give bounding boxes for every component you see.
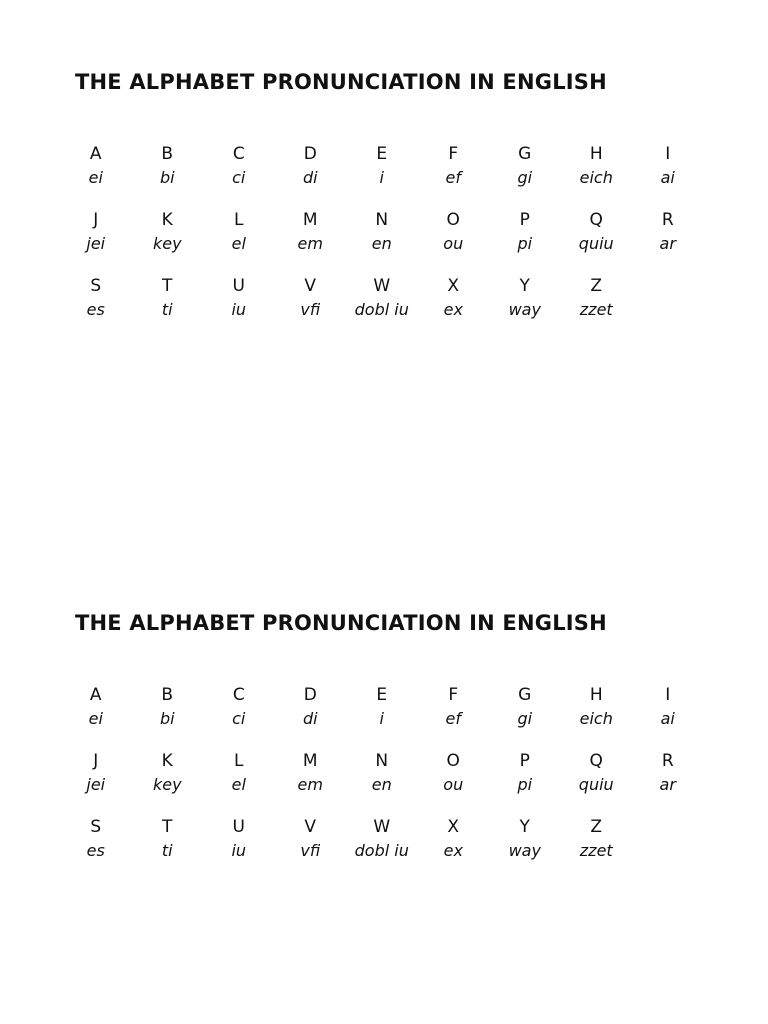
- letter: L: [234, 751, 244, 771]
- letter-cell: [632, 749, 704, 815]
- letter-cell: [132, 749, 204, 815]
- letter: A: [89, 685, 102, 705]
- letter: M: [302, 210, 318, 230]
- letter-cell: [132, 208, 204, 274]
- letter: P: [519, 751, 530, 771]
- pronunciation: ti: [161, 300, 173, 319]
- letter: Q: [589, 210, 603, 230]
- pronunciation: zzet: [579, 841, 613, 860]
- letter-cell: [632, 208, 704, 274]
- alphabet-row: [60, 683, 744, 749]
- letter: G: [518, 685, 532, 705]
- pronunciation: em: [297, 234, 323, 253]
- pronunciation: ef: [445, 168, 461, 187]
- pronunciation: iu: [231, 300, 247, 319]
- letter-cell: [418, 208, 490, 274]
- letter: R: [661, 751, 674, 771]
- pronunciation: jei: [86, 775, 106, 794]
- letter-cell: [632, 142, 704, 208]
- pronunciation: pi: [517, 234, 533, 253]
- letter-cell: [561, 683, 633, 749]
- letter-cell: [418, 683, 490, 749]
- letter: S: [90, 817, 102, 837]
- letter: T: [162, 276, 173, 296]
- pronunciation: di: [302, 709, 318, 728]
- letter-cell: [132, 683, 204, 749]
- letter-cell: [275, 749, 347, 815]
- pronunciation: i: [379, 709, 384, 728]
- letter: E: [376, 685, 388, 705]
- letter-cell: [203, 208, 275, 274]
- letter: O: [446, 210, 460, 230]
- pronunciation: vfi: [300, 300, 321, 319]
- pronunciation: ou: [443, 775, 464, 794]
- letter: Q: [589, 751, 603, 771]
- letter: H: [589, 685, 603, 705]
- pronunciation: ci: [232, 168, 246, 187]
- letter: B: [161, 144, 174, 164]
- letter-cell: [489, 683, 561, 749]
- letter: B: [161, 685, 174, 705]
- letter: F: [448, 685, 459, 705]
- letter: Y: [519, 817, 530, 837]
- pronunciation: way: [508, 841, 541, 860]
- pronunciation: key: [152, 234, 182, 253]
- letter: Z: [590, 276, 603, 296]
- alphabet-grid: [60, 683, 744, 881]
- letter-cell: [346, 208, 418, 274]
- letter-cell: [203, 815, 275, 881]
- letter: G: [518, 144, 532, 164]
- pronunciation: ci: [232, 709, 246, 728]
- letter-cell: [60, 208, 132, 274]
- letter: J: [93, 751, 99, 771]
- pronunciation: quiu: [578, 234, 614, 253]
- alphabet-grid: [60, 142, 744, 340]
- section-title: THE ALPHABET PRONUNCIATION IN ENGLISH: [75, 70, 607, 94]
- letter-cell: [275, 208, 347, 274]
- letter-cell: [418, 815, 490, 881]
- letter-cell: [275, 683, 347, 749]
- pronunciation: eich: [579, 709, 613, 728]
- letter: U: [232, 276, 245, 296]
- letter-cell: [418, 749, 490, 815]
- section-title: THE ALPHABET PRONUNCIATION IN ENGLISH: [75, 611, 607, 635]
- pronunciation: ef: [445, 709, 461, 728]
- pronunciation: el: [231, 234, 246, 253]
- letter-cell: [275, 142, 347, 208]
- pronunciation: es: [86, 300, 105, 319]
- pronunciation: gi: [517, 168, 533, 187]
- letter-cell: [561, 815, 633, 881]
- pronunciation: jei: [86, 234, 106, 253]
- letter: X: [447, 817, 460, 837]
- letter-cell: [60, 815, 132, 881]
- letter: A: [89, 144, 102, 164]
- pronunciation: dobl iu: [354, 300, 409, 319]
- letter-cell: [60, 142, 132, 208]
- pronunciation: di: [302, 168, 318, 187]
- letter: H: [589, 144, 603, 164]
- letter: N: [375, 751, 389, 771]
- letter-cell: [60, 683, 132, 749]
- letter-cell: [132, 274, 204, 340]
- alphabet-row: [60, 815, 744, 881]
- letter-cell: [346, 683, 418, 749]
- pronunciation: em: [297, 775, 323, 794]
- letter: F: [448, 144, 459, 164]
- letter: R: [661, 210, 674, 230]
- pronunciation: en: [371, 234, 392, 253]
- pronunciation: key: [152, 775, 182, 794]
- letter: L: [234, 210, 244, 230]
- letter: W: [373, 817, 391, 837]
- letter: I: [665, 144, 671, 164]
- pronunciation: en: [371, 775, 392, 794]
- letter: Y: [519, 276, 530, 296]
- letter-cell: [203, 749, 275, 815]
- letter-cell: [132, 815, 204, 881]
- letter: N: [375, 210, 389, 230]
- letter-cell: [346, 815, 418, 881]
- pronunciation: ei: [88, 168, 103, 187]
- letter: U: [232, 817, 245, 837]
- letter-cell: [132, 142, 204, 208]
- letter-cell: [489, 815, 561, 881]
- letter: T: [162, 817, 173, 837]
- letter-cell: [203, 683, 275, 749]
- pronunciation: ai: [660, 709, 675, 728]
- letter: M: [302, 751, 318, 771]
- pronunciation: iu: [231, 841, 247, 860]
- letter-cell: [561, 749, 633, 815]
- pronunciation: bi: [159, 709, 175, 728]
- letter-cell: [346, 749, 418, 815]
- letter-cell: [489, 749, 561, 815]
- pronunciation: ex: [443, 300, 463, 319]
- pronunciation: eich: [579, 168, 613, 187]
- letter-cell: [632, 683, 704, 749]
- pronunciation: dobl iu: [354, 841, 409, 860]
- pronunciation: ti: [161, 841, 173, 860]
- alphabet-row: [60, 274, 744, 340]
- letter: I: [665, 685, 671, 705]
- letter: K: [161, 751, 173, 771]
- pronunciation: ou: [443, 234, 464, 253]
- pronunciation: ai: [660, 168, 675, 187]
- letter-cell: [561, 208, 633, 274]
- letter-cell: [489, 208, 561, 274]
- letter-cell: [346, 274, 418, 340]
- letter: W: [373, 276, 391, 296]
- letter-cell: [203, 142, 275, 208]
- letter-cell: [60, 749, 132, 815]
- pronunciation: way: [508, 300, 541, 319]
- letter: D: [303, 144, 317, 164]
- letter: E: [376, 144, 388, 164]
- letter: K: [161, 210, 173, 230]
- pronunciation: gi: [517, 709, 533, 728]
- alphabet-row: [60, 142, 744, 208]
- letter: V: [304, 276, 317, 296]
- letter-cell: [418, 274, 490, 340]
- letter-cell: [60, 274, 132, 340]
- letter: P: [519, 210, 530, 230]
- letter-cell: [275, 274, 347, 340]
- letter-cell: [561, 274, 633, 340]
- alphabet-row: [60, 208, 744, 274]
- pronunciation: zzet: [579, 300, 613, 319]
- letter-cell: [346, 142, 418, 208]
- letter-cell: [418, 142, 490, 208]
- letter-cell: [561, 142, 633, 208]
- letter-cell: [489, 142, 561, 208]
- letter: O: [446, 751, 460, 771]
- pronunciation: ex: [443, 841, 463, 860]
- letter-cell: [203, 274, 275, 340]
- letter: J: [93, 210, 99, 230]
- pronunciation: i: [379, 168, 384, 187]
- letter-cell: [275, 815, 347, 881]
- pronunciation: ar: [659, 234, 676, 253]
- pronunciation: ar: [659, 775, 676, 794]
- pronunciation: vfi: [300, 841, 321, 860]
- pronunciation: es: [86, 841, 105, 860]
- letter: V: [304, 817, 317, 837]
- letter: C: [232, 685, 245, 705]
- letter: D: [303, 685, 317, 705]
- pronunciation: el: [231, 775, 246, 794]
- letter: X: [447, 276, 460, 296]
- pronunciation: quiu: [578, 775, 614, 794]
- pronunciation: ei: [88, 709, 103, 728]
- pronunciation: bi: [159, 168, 175, 187]
- letter-cell: [489, 274, 561, 340]
- letter: S: [90, 276, 102, 296]
- letter: C: [232, 144, 245, 164]
- pronunciation: pi: [517, 775, 533, 794]
- letter: Z: [590, 817, 603, 837]
- alphabet-row: [60, 749, 744, 815]
